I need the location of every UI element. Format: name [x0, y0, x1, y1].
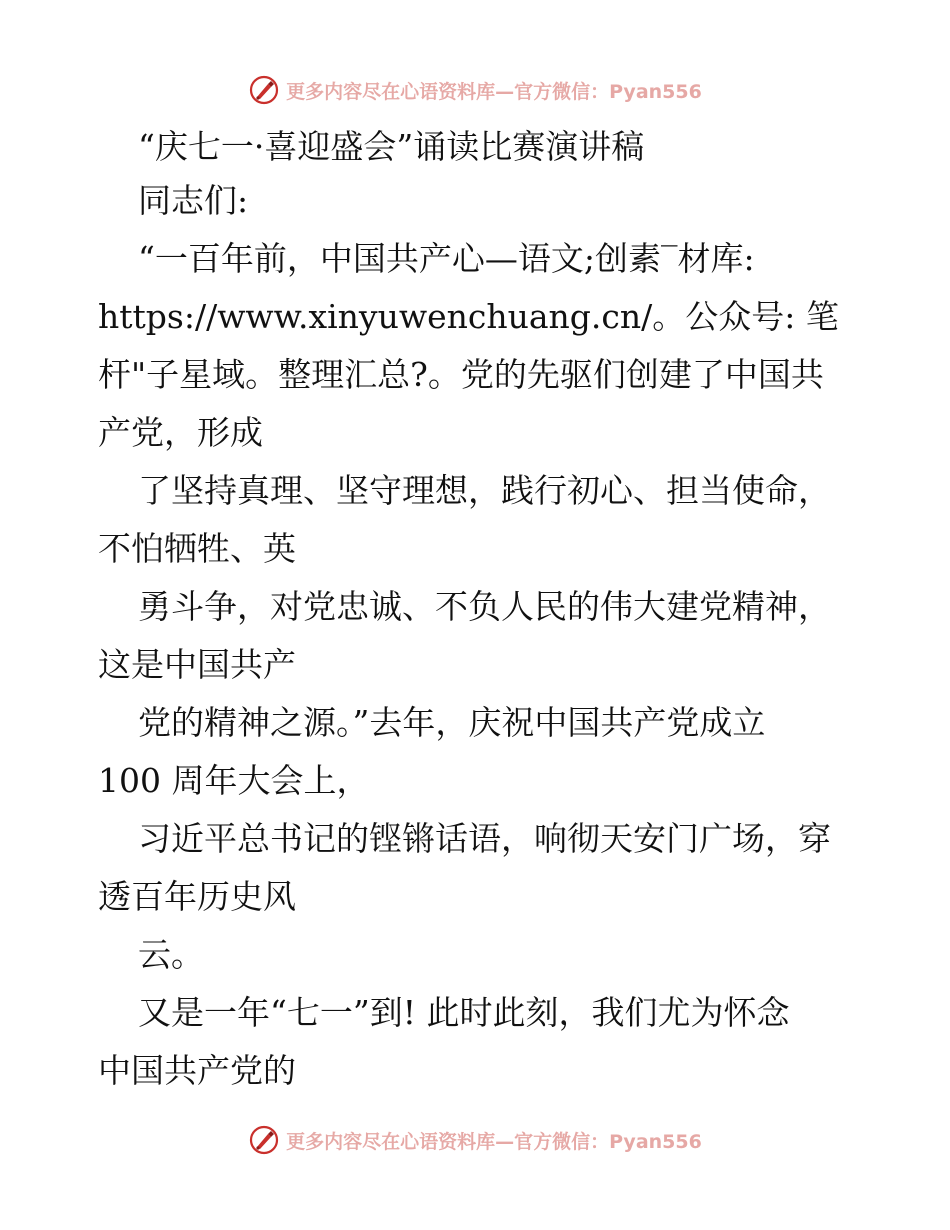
header-banner	[0, 70, 950, 110]
paragraph-line: 党的精神之源。”去年，庆祝中国共产党成立	[138, 703, 766, 742]
document-body	[98, 122, 858, 1100]
paragraph-line: 了坚持真理、坚守理想，践行初心、担当使命，	[138, 471, 831, 510]
footer-banner-text: 更多内容尽在心语资料库—官方微信：Pyan556	[286, 1130, 702, 1153]
pen-circle-logo-icon	[248, 74, 280, 106]
paragraph-line: 不怕牺牲、英	[98, 529, 296, 568]
paragraph-line: 产党，形成	[98, 413, 263, 452]
document-title: “庆七一·喜迎盛会”诵读比赛演讲稿	[138, 127, 645, 166]
paragraph-line: 透百年历史风	[98, 877, 296, 916]
footer-banner	[0, 1120, 950, 1160]
paragraph-line: 勇斗争，对党忠诚、不负人民的伟大建党精神，	[138, 587, 831, 626]
salutation: 同志们:	[138, 181, 249, 220]
paragraph-line: 习近平总书记的铿锵话语，响彻天安门广场，穿	[138, 819, 831, 858]
paragraph-line: 云。	[138, 935, 204, 974]
paragraph-line: 杆"子星域。整理汇总?。党的先驱们创建了中国共	[98, 355, 824, 394]
paragraph-line: 100 周年大会上，	[98, 761, 370, 800]
pen-circle-logo-icon	[248, 1124, 280, 1156]
paragraph-line: 这是中国共产	[98, 645, 296, 684]
paragraph-line: 又是一年“七一”到! 此时此刻，我们尤为怀念	[138, 993, 790, 1032]
paragraph-line: “一百年前，中国共产心—语文;创素‾材库:	[138, 239, 755, 278]
paragraph-line: 中国共产党的	[98, 1051, 296, 1090]
paragraph-line: https://www.xinyuwenchuang.cn/。公众号: 笔	[98, 297, 839, 336]
header-banner-text: 更多内容尽在心语资料库—官方微信：Pyan556	[286, 80, 702, 103]
